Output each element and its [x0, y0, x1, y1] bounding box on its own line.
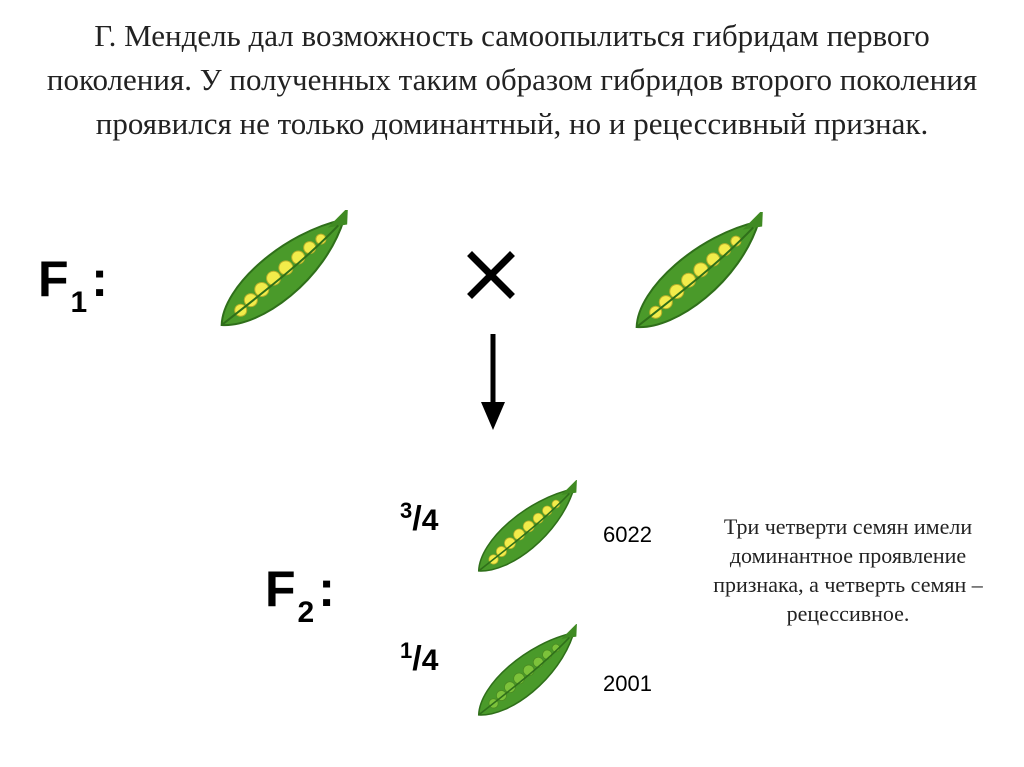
f1-label-colon: :	[91, 251, 108, 307]
f2-label-base: F	[265, 561, 296, 617]
f2-label	[265, 560, 335, 629]
f1-label-subscript: 1	[70, 286, 88, 319]
f2-recessive-pea-pod-image	[458, 624, 598, 724]
f2-label-colon: :	[318, 561, 335, 617]
down-arrow-icon	[478, 332, 508, 432]
recessive-fraction	[400, 640, 438, 679]
f1-right-pea-pod-image	[610, 212, 790, 337]
dominant-fraction	[400, 500, 438, 539]
recessive-fraction-denominator: 4	[421, 644, 439, 677]
dominant-fraction-slash: /	[412, 500, 422, 538]
slide-title: Г. Мендель дал возможность самоопылиться гибридам первого поколения. У полученных таким образом гибридов второго поколения проявился не только доминантный, но и рецессивный признак.	[46, 18, 978, 141]
dominant-fraction-numerator: 3	[400, 498, 413, 523]
f1-label	[38, 250, 108, 319]
explanation-note: Три четверти семян имели доминантное проявление признака, а четверть семян – рецессивное.	[713, 514, 983, 626]
f2-dominant-pea-pod-image	[458, 480, 598, 580]
recessive-fraction-slash: /	[412, 640, 422, 678]
f1-left-pea-pod-image	[195, 210, 375, 335]
dominant-count: 6022	[603, 522, 652, 547]
recessive-fraction-numerator: 1	[400, 638, 413, 663]
recessive-count: 2001	[603, 671, 652, 696]
f2-label-subscript: 2	[297, 596, 315, 629]
cross-symbol-icon	[466, 250, 516, 300]
f1-label-base: F	[38, 251, 69, 307]
dominant-fraction-denominator: 4	[421, 504, 439, 537]
